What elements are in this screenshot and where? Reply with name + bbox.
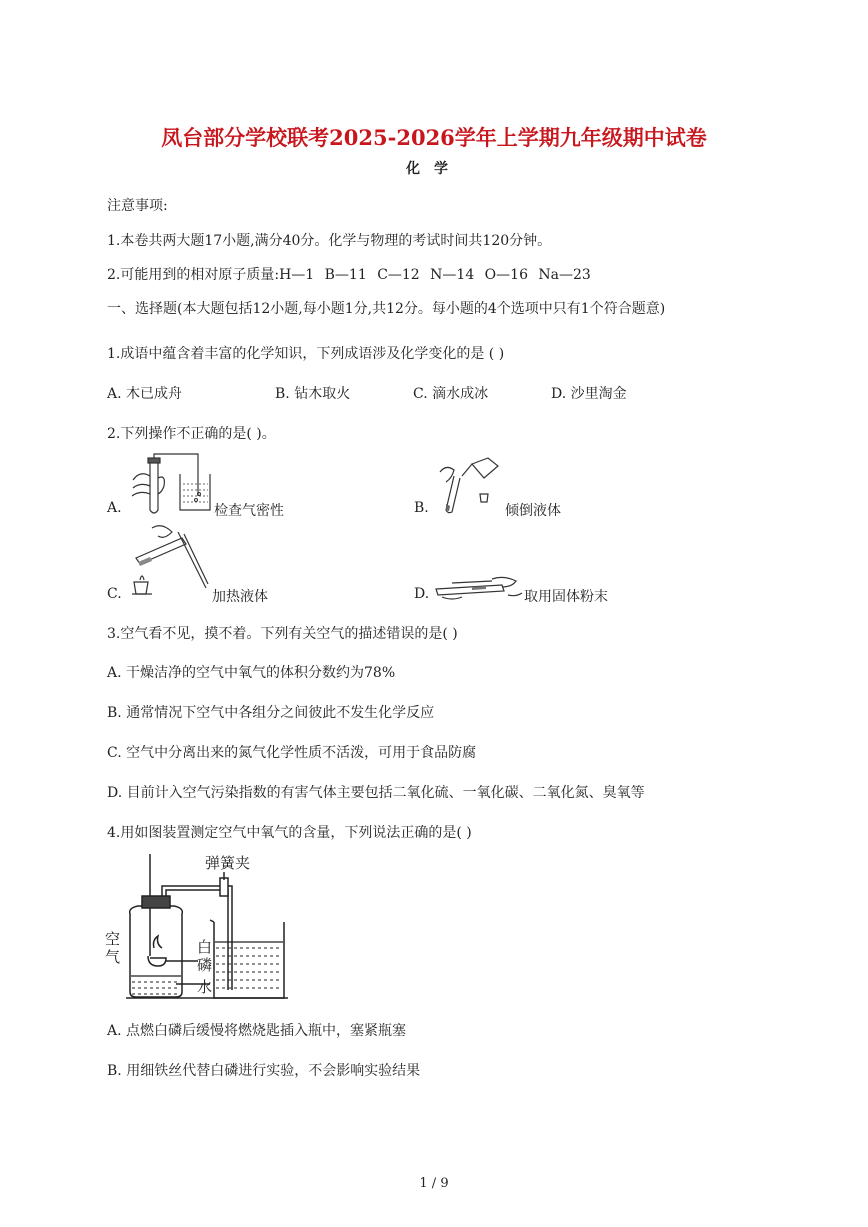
question-3-stem: 3.空气看不见，摸不着。下列有关空气的描述错误的是( ) bbox=[107, 626, 458, 642]
q1-option-d: D. 沙里淘金 bbox=[551, 386, 627, 402]
q2-option-d-text: 取用固体粉末 bbox=[524, 589, 608, 605]
label-white-phosphorus: 白磷 bbox=[197, 938, 213, 974]
notes-heading: 注意事项: bbox=[107, 198, 168, 214]
q3-option-a: A. 干燥洁净的空气中氧气的体积分数约为78% bbox=[107, 665, 396, 681]
q2-option-c-text: 加热液体 bbox=[212, 589, 268, 605]
q3-option-d: D. 目前计入空气污染指数的有害气体主要包括二氧化硫、一氧化碳、二氧化氮、臭氧等 bbox=[107, 785, 645, 801]
q4-option-a: A. 点燃白磷后缓慢将燃烧匙插入瓶中，塞紧瓶塞 bbox=[107, 1023, 407, 1039]
page-number: 1 / 9 bbox=[419, 1176, 449, 1191]
question-1-stem: 1.成语中蕴含着丰富的化学知识，下列成语涉及化学变化的是 ( ) bbox=[107, 346, 505, 362]
question-2-stem: 2.下列操作不正确的是( )。 bbox=[107, 426, 276, 442]
q3-option-b: B. 通常情况下空气中各组分之间彼此不发生化学反应 bbox=[107, 705, 435, 721]
q4-option-b: B. 用细铁丝代替白磷进行实验，不会影响实验结果 bbox=[107, 1063, 421, 1079]
note-1: 1.本卷共两大题17小题,满分40分。化学与物理的考试时间共120分钟。 bbox=[107, 233, 552, 249]
q2-option-c-letter: C. bbox=[107, 586, 122, 602]
q2-option-a-text: 检查气密性 bbox=[214, 503, 284, 519]
subject-title: 化学 bbox=[406, 161, 462, 177]
q2-option-b-letter: B. bbox=[414, 500, 429, 516]
airtightness-check-figure bbox=[128, 452, 212, 518]
q1-option-b: B. 钻木取火 bbox=[275, 386, 351, 402]
section-heading: 一、选择题(本大题包括12小题,每小题1分,共12分。每小题的4个选项中只有1个符合题意) bbox=[107, 301, 666, 317]
q1-option-a: A. 木已成舟 bbox=[107, 386, 183, 402]
page-title: 凤台部分学校联考2025-2026学年上学期九年级期中试卷 bbox=[161, 125, 707, 150]
heating-liquid-figure bbox=[122, 524, 214, 602]
powder-sampling-figure bbox=[432, 575, 524, 605]
label-spring-clip: 弹簧夹 bbox=[205, 854, 251, 872]
pouring-liquid-figure bbox=[432, 454, 502, 516]
q2-option-a-letter: A. bbox=[107, 500, 122, 516]
q3-option-c: C. 空气中分离出来的氮气化学性质不活泼，可用于食品防腐 bbox=[107, 745, 477, 761]
q1-option-c: C. 滴水成冰 bbox=[413, 386, 489, 402]
q2-option-d-letter: D. bbox=[414, 586, 430, 602]
label-water: 水 bbox=[197, 978, 213, 996]
note-2: 2.可能用到的相对原子质量:H—1 B—11 C—12 N—14 O—16 Na—23 bbox=[107, 267, 591, 283]
label-air: 空气 bbox=[105, 930, 121, 966]
q2-option-b-text: 倾倒液体 bbox=[505, 503, 561, 519]
question-4-stem: 4.用如图装置测定空气中氧气的含量，下列说法正确的是( ) bbox=[107, 825, 472, 841]
